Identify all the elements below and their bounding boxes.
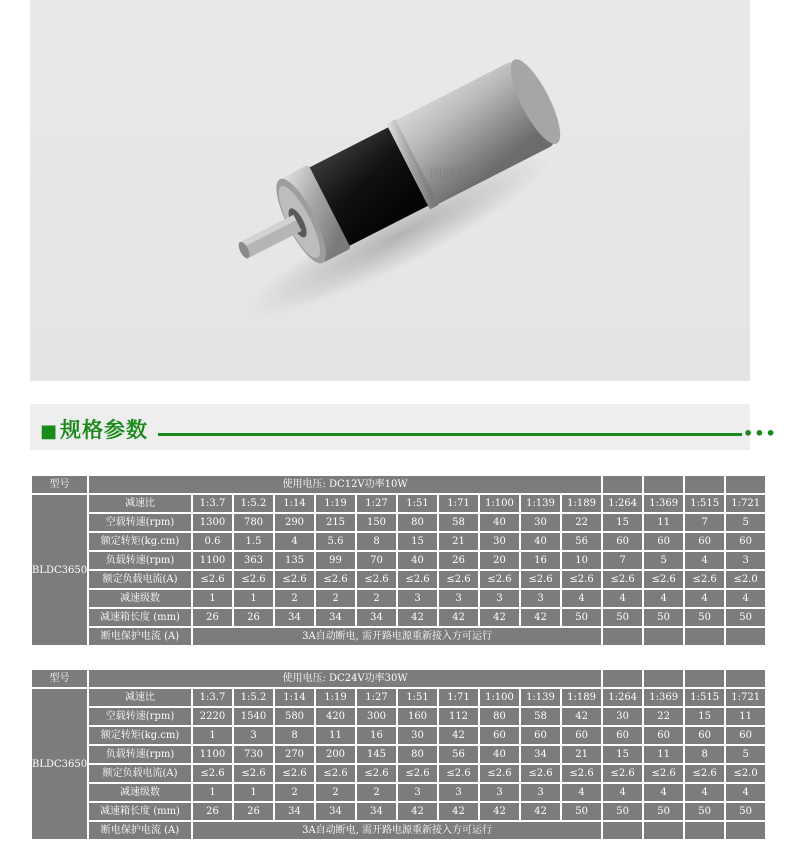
spec-value: 42 <box>562 708 601 725</box>
spec-value: 4 <box>685 784 724 801</box>
spec-table-12v <box>30 474 767 647</box>
row-label: 额定负载电流(A) <box>89 765 191 782</box>
table-row <box>32 746 765 763</box>
spec-value: ≤2.6 <box>685 765 724 782</box>
spec-value: 11 <box>726 708 765 725</box>
spec-value: ≤2.6 <box>193 765 232 782</box>
spec-value: 1300 <box>193 514 232 531</box>
spec-value: 4 <box>562 590 601 607</box>
spec-value: 10 <box>562 552 601 569</box>
header-empty-cell <box>644 476 683 493</box>
spec-value: ≤2.6 <box>398 765 437 782</box>
protection-empty-cell <box>726 822 765 839</box>
ratio-value: 1:71 <box>439 495 478 512</box>
spec-value: 780 <box>234 514 273 531</box>
ratio-value: 1:51 <box>398 689 437 706</box>
spec-value: 50 <box>644 803 683 820</box>
spec-value: ≤2.6 <box>685 571 724 588</box>
spec-value: 50 <box>726 609 765 626</box>
spec-value: ≤2.6 <box>357 765 396 782</box>
spec-value: 26 <box>439 552 478 569</box>
spec-value: 60 <box>603 533 642 550</box>
spec-value: 34 <box>275 803 314 820</box>
spec-value: ≤2.6 <box>398 571 437 588</box>
spec-value: 3 <box>439 590 478 607</box>
voltage-spec: 使用电压: DC24V功率30W <box>89 670 601 687</box>
spec-value: ≤2.6 <box>234 765 273 782</box>
row-label: 负载转速(rpm) <box>89 746 191 763</box>
section-divider-line <box>158 433 742 436</box>
spec-value: 21 <box>562 746 601 763</box>
ratio-value: 1:3.7 <box>193 689 232 706</box>
spec-value: 5 <box>726 514 765 531</box>
spec-value: 34 <box>521 746 560 763</box>
row-label: 额定转矩(kg.cm) <box>89 533 191 550</box>
spec-value: 42 <box>521 803 560 820</box>
spec-value: ≤2.6 <box>521 571 560 588</box>
spec-value: 4 <box>603 590 642 607</box>
spec-value: 22 <box>644 708 683 725</box>
spec-value: 2 <box>275 590 314 607</box>
spec-value: 290 <box>275 514 314 531</box>
spec-value: 3 <box>521 784 560 801</box>
ratio-value: 1:19 <box>316 495 355 512</box>
spec-value: 15 <box>685 708 724 725</box>
spec-value: 2 <box>357 590 396 607</box>
spec-value: ≤2.6 <box>316 765 355 782</box>
spec-value: 0.6 <box>193 533 232 550</box>
row-label: 额定负载电流(A) <box>89 571 191 588</box>
row-label: 减速比 <box>89 689 191 706</box>
spec-value: 16 <box>521 552 560 569</box>
spec-value: 112 <box>439 708 478 725</box>
protection-row <box>32 628 765 645</box>
table-row <box>32 765 765 782</box>
spec-value: 3 <box>521 590 560 607</box>
spec-value: ≤2.6 <box>439 765 478 782</box>
spec-value: 80 <box>398 746 437 763</box>
section-dots: ••• <box>743 424 777 443</box>
table-row <box>32 784 765 801</box>
spec-value: 42 <box>480 803 519 820</box>
spec-value: 40 <box>398 552 437 569</box>
spec-value: 42 <box>398 609 437 626</box>
spec-value: 8 <box>275 727 314 744</box>
spec-value: 60 <box>685 533 724 550</box>
spec-value: ≤2.6 <box>562 765 601 782</box>
spec-value: 8 <box>357 533 396 550</box>
row-label: 额定转矩(kg.cm) <box>89 727 191 744</box>
spec-value: 40 <box>480 514 519 531</box>
spec-value: 4 <box>562 784 601 801</box>
spec-value: 4 <box>726 590 765 607</box>
spec-value: 80 <box>398 514 437 531</box>
ratio-value: 1:14 <box>275 495 314 512</box>
ratio-value: 1:369 <box>644 495 683 512</box>
ratio-value: 1:264 <box>603 689 642 706</box>
spec-value: 50 <box>685 803 724 820</box>
model-name: BLDC3650 <box>32 495 87 645</box>
spec-value: 99 <box>316 552 355 569</box>
spec-value: 1540 <box>234 708 273 725</box>
protection-empty-cell <box>603 822 642 839</box>
spec-value: ≤2.6 <box>316 571 355 588</box>
spec-value: 60 <box>644 727 683 744</box>
spec-value: 7 <box>603 552 642 569</box>
spec-value: 3 <box>480 590 519 607</box>
spec-value: ≤2.6 <box>480 765 519 782</box>
spec-value: 34 <box>357 803 396 820</box>
spec-value: 20 <box>480 552 519 569</box>
header-empty-cell <box>603 670 642 687</box>
protection-empty-cell <box>726 628 765 645</box>
spec-value: 15 <box>603 514 642 531</box>
spec-value: 135 <box>275 552 314 569</box>
ratio-value: 1:3.7 <box>193 495 232 512</box>
row-label: 减速比 <box>89 495 191 512</box>
spec-value: 4 <box>726 784 765 801</box>
spec-value: 3 <box>726 552 765 569</box>
protection-value: 3A自动断电, 需开路电源重新接入方可运行 <box>193 822 601 839</box>
table-row <box>32 495 765 512</box>
spec-value: 50 <box>685 609 724 626</box>
spec-value: 60 <box>726 727 765 744</box>
spec-value: 60 <box>480 727 519 744</box>
header-empty-cell <box>685 476 724 493</box>
spec-value: 42 <box>439 727 478 744</box>
spec-value: ≤2.6 <box>439 571 478 588</box>
spec-value: 8 <box>685 746 724 763</box>
table-row <box>32 533 765 550</box>
spec-value: 2 <box>316 784 355 801</box>
spec-value: 1 <box>193 590 232 607</box>
spec-value: 42 <box>521 609 560 626</box>
spec-value: ≤2.6 <box>644 571 683 588</box>
row-label: 空载转速(rpm) <box>89 708 191 725</box>
table-row <box>32 708 765 725</box>
protection-empty-cell <box>685 822 724 839</box>
row-label: 减速箱长度 (mm) <box>89 803 191 820</box>
spec-value: 60 <box>685 727 724 744</box>
spec-value: 60 <box>521 727 560 744</box>
spec-value: 58 <box>521 708 560 725</box>
table-header-row <box>32 476 765 493</box>
spec-value: 3 <box>480 784 519 801</box>
protection-label: 断电保护电流 (A) <box>89 628 191 645</box>
spec-value: 70 <box>357 552 396 569</box>
spec-value: 21 <box>439 533 478 550</box>
spec-value: ≤2.6 <box>603 765 642 782</box>
spec-value: ≤2.6 <box>234 571 273 588</box>
spec-value: ≤2.6 <box>357 571 396 588</box>
spec-value: 40 <box>480 746 519 763</box>
spec-value: 580 <box>275 708 314 725</box>
spec-value: 42 <box>480 609 519 626</box>
spec-value: 363 <box>234 552 273 569</box>
ratio-value: 1:264 <box>603 495 642 512</box>
spec-value: 22 <box>562 514 601 531</box>
spec-value: 420 <box>316 708 355 725</box>
spec-value: 42 <box>439 609 478 626</box>
spec-value: 34 <box>275 609 314 626</box>
protection-empty-cell <box>644 822 683 839</box>
spec-value: 1 <box>234 784 273 801</box>
ratio-value: 1:100 <box>480 689 519 706</box>
table-header-row <box>32 670 765 687</box>
spec-value: 40 <box>521 533 560 550</box>
ratio-value: 1:721 <box>726 689 765 706</box>
spec-value: 3 <box>398 784 437 801</box>
spec-value: 300 <box>357 708 396 725</box>
spec-value: 50 <box>562 803 601 820</box>
row-label: 负载转速(rpm) <box>89 552 191 569</box>
spec-value: ≤2.0 <box>726 765 765 782</box>
table-row <box>32 552 765 569</box>
spec-value: ≤2.6 <box>275 765 314 782</box>
spec-value: 4 <box>644 784 683 801</box>
protection-value: 3A自动断电, 需开路电源重新接入方可运行 <box>193 628 601 645</box>
spec-value: ≤2.6 <box>644 765 683 782</box>
header-empty-cell <box>726 670 765 687</box>
spec-value: 4 <box>603 784 642 801</box>
spec-value: 42 <box>439 803 478 820</box>
spec-value: 1100 <box>193 746 232 763</box>
ratio-value: 1:139 <box>521 689 560 706</box>
spec-value: 11 <box>644 746 683 763</box>
spec-value: 1.5 <box>234 533 273 550</box>
spec-value: 160 <box>398 708 437 725</box>
spec-value: 2220 <box>193 708 232 725</box>
gear-motor-illustration <box>30 0 750 381</box>
table-row <box>32 727 765 744</box>
spec-value: 11 <box>644 514 683 531</box>
row-label: 减速箱长度 (mm) <box>89 609 191 626</box>
table-row <box>32 609 765 626</box>
ratio-value: 1:515 <box>685 495 724 512</box>
spec-table-24v <box>30 668 767 841</box>
spec-value: 1 <box>193 727 232 744</box>
spec-value: 270 <box>275 746 314 763</box>
model-header-label: 型号 <box>32 476 87 493</box>
spec-value: 34 <box>316 803 355 820</box>
protection-empty-cell <box>603 628 642 645</box>
protection-empty-cell <box>685 628 724 645</box>
ratio-value: 1:369 <box>644 689 683 706</box>
ratio-value: 1:19 <box>316 689 355 706</box>
header-empty-cell <box>603 476 642 493</box>
spec-value: 50 <box>603 609 642 626</box>
ratio-value: 1:189 <box>562 495 601 512</box>
header-empty-cell <box>685 670 724 687</box>
spec-value: 26 <box>234 803 273 820</box>
ratio-value: 1:71 <box>439 689 478 706</box>
ratio-value: 1:515 <box>685 689 724 706</box>
header-empty-cell <box>644 670 683 687</box>
model-name: BLDC3650 <box>32 689 87 839</box>
spec-value: 15 <box>398 533 437 550</box>
row-label: 减速级数 <box>89 784 191 801</box>
ratio-value: 1:139 <box>521 495 560 512</box>
spec-value: 50 <box>726 803 765 820</box>
spec-value: 145 <box>357 746 396 763</box>
table-row <box>32 590 765 607</box>
ratio-value: 1:51 <box>398 495 437 512</box>
spec-value: 26 <box>193 609 232 626</box>
spec-value: 26 <box>193 803 232 820</box>
spec-value: ≤2.6 <box>480 571 519 588</box>
spec-value: 215 <box>316 514 355 531</box>
spec-value: ≤2.6 <box>193 571 232 588</box>
spec-value: 42 <box>398 803 437 820</box>
section-title-text: 规格参数 <box>60 418 149 442</box>
protection-label: 断电保护电流 (A) <box>89 822 191 839</box>
spec-value: 3 <box>234 727 273 744</box>
spec-value: 30 <box>398 727 437 744</box>
spec-value: 3 <box>398 590 437 607</box>
ratio-value: 1:14 <box>275 689 314 706</box>
section-marker: ■ <box>40 421 59 442</box>
spec-value: 60 <box>726 533 765 550</box>
spec-value: 34 <box>316 609 355 626</box>
spec-value: 15 <box>603 746 642 763</box>
ratio-value: 1:189 <box>562 689 601 706</box>
spec-value: 60 <box>562 727 601 744</box>
spec-value: 50 <box>644 609 683 626</box>
protection-row <box>32 822 765 839</box>
ratio-value: 1:5.2 <box>234 495 273 512</box>
spec-value: 60 <box>644 533 683 550</box>
spec-value: 2 <box>316 590 355 607</box>
spec-value: 34 <box>357 609 396 626</box>
ratio-value: 1:100 <box>480 495 519 512</box>
spec-value: 2 <box>275 784 314 801</box>
spec-value: ≤2.6 <box>562 571 601 588</box>
ratio-value: 1:27 <box>357 689 396 706</box>
spec-value: 4 <box>685 590 724 607</box>
spec-value: 4 <box>275 533 314 550</box>
product-photo <box>30 0 750 381</box>
spec-value: 30 <box>480 533 519 550</box>
spec-value: 150 <box>357 514 396 531</box>
spec-value: 56 <box>439 746 478 763</box>
section-title <box>40 414 148 444</box>
spec-value: 26 <box>234 609 273 626</box>
spec-value: 5 <box>644 552 683 569</box>
table-row <box>32 803 765 820</box>
spec-value: ≤2.6 <box>521 765 560 782</box>
table-row <box>32 571 765 588</box>
row-label: 减速级数 <box>89 590 191 607</box>
spec-value: 1 <box>193 784 232 801</box>
ratio-value: 1:5.2 <box>234 689 273 706</box>
spec-value: 2 <box>357 784 396 801</box>
watermark-logo: 凯欣机电 <box>430 167 483 182</box>
section-header <box>30 404 777 450</box>
spec-value: 5.6 <box>316 533 355 550</box>
spec-value: 1100 <box>193 552 232 569</box>
spec-value: 1 <box>234 590 273 607</box>
spec-value: 7 <box>685 514 724 531</box>
spec-value: ≤2.6 <box>275 571 314 588</box>
model-header-label: 型号 <box>32 670 87 687</box>
table-row <box>32 514 765 531</box>
voltage-spec: 使用电压: DC12V功率10W <box>89 476 601 493</box>
spec-value: 200 <box>316 746 355 763</box>
spec-value: 58 <box>439 514 478 531</box>
spec-value: 30 <box>603 708 642 725</box>
spec-value: ≤2.0 <box>726 571 765 588</box>
row-label: 空载转速(rpm) <box>89 514 191 531</box>
ratio-value: 1:721 <box>726 495 765 512</box>
spec-value: 16 <box>357 727 396 744</box>
spec-value: 730 <box>234 746 273 763</box>
spec-value: 60 <box>603 727 642 744</box>
spec-value: 30 <box>521 514 560 531</box>
ratio-value: 1:27 <box>357 495 396 512</box>
header-empty-cell <box>726 476 765 493</box>
spec-value: 50 <box>603 803 642 820</box>
spec-value: 56 <box>562 533 601 550</box>
table-row <box>32 689 765 706</box>
spec-value: 50 <box>562 609 601 626</box>
spec-value: 4 <box>644 590 683 607</box>
spec-value: 4 <box>685 552 724 569</box>
protection-empty-cell <box>644 628 683 645</box>
spec-value: 3 <box>439 784 478 801</box>
spec-value: 5 <box>726 746 765 763</box>
spec-value: ≤2.6 <box>603 571 642 588</box>
spec-value: 11 <box>316 727 355 744</box>
spec-value: 80 <box>480 708 519 725</box>
